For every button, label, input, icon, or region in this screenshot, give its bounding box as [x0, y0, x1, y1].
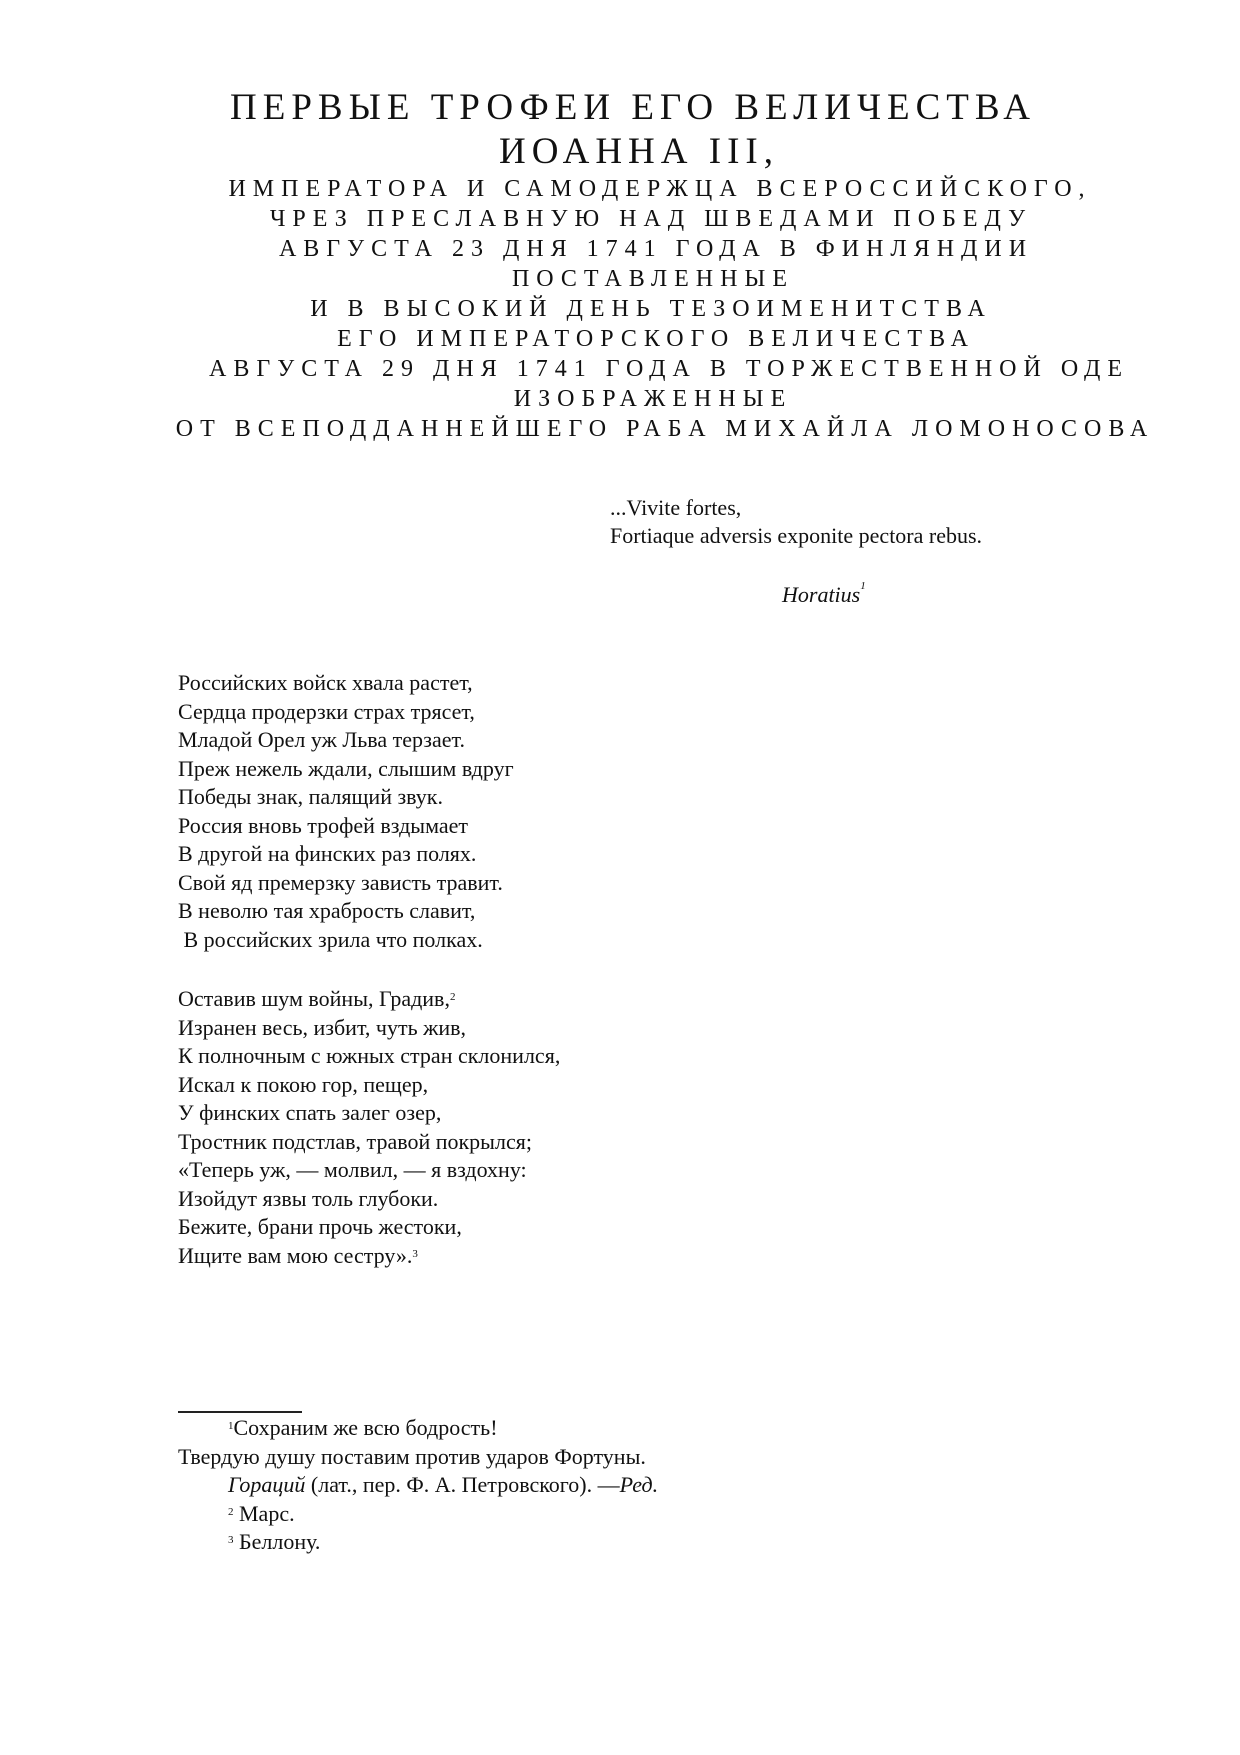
subtitle-line-4: ПОСТАВЛЕННЫЕ	[511, 266, 795, 292]
verse-line: Тростник подстлав, травой покрылся;	[178, 1128, 532, 1154]
footnote-3	[178, 1528, 658, 1557]
verse-line: Младой Орел уж Льва терзает.	[178, 727, 465, 752]
title-block	[0, 86, 1240, 444]
title-line-2: ИОАННА III,	[499, 131, 779, 172]
verse-line: Изранен весь, избит, чуть жив,	[178, 1014, 466, 1040]
verse-line: Россия вновь трофей вздымает	[178, 812, 468, 838]
subtitle-line-3: АВГУСТА 23 ДНЯ 1741 ГОДА В ФИНЛЯНДИИ	[278, 236, 1034, 262]
verse-line	[178, 985, 560, 1014]
footnote-3-mark: 3	[228, 1534, 234, 1546]
verse-text: Оставив шум войны, Градив,	[178, 986, 450, 1011]
footnote-ref-1[interactable]: 1	[860, 580, 866, 592]
verse-line: Искал к покою гор, пещер,	[178, 1071, 429, 1097]
verse-text: Ищите вам мою сестру».	[178, 1242, 413, 1268]
footnote-ref-2[interactable]: 2	[449, 991, 456, 1003]
footnote-2	[178, 1500, 658, 1529]
verse-line: В другой на финских раз полях.	[178, 841, 477, 866]
footnote-ref-3[interactable]: 3	[412, 1247, 418, 1260]
stanza-2	[178, 985, 560, 1270]
verse-line: В российских зрила что полках.	[178, 926, 483, 952]
subtitle-line-8: ИЗОБРАЖЕННЫЕ	[513, 386, 793, 412]
footnote-1-mark: 1	[228, 1420, 234, 1432]
verse-line: Изойдут язвы толь глубоки.	[178, 1185, 439, 1211]
verse-line: Сердца продерзки страх трясет,	[178, 698, 475, 724]
footnote-divider	[178, 1411, 302, 1413]
verse-line: В неволю тая храбрость славит,	[178, 898, 476, 923]
title-line-1: ПЕРВЫЕ ТРОФЕИ ЕГО ВЕЛИЧЕСТВА	[230, 87, 1036, 128]
footnote-1-line-2: Твердую душу поставим против ударов Фортуны.	[178, 1443, 646, 1469]
verse-line: Свой яд премерзку зависть травит.	[178, 869, 503, 895]
epigraph-author	[782, 582, 866, 608]
footnote-2-text: Марс.	[233, 1500, 295, 1526]
stanza-1	[178, 669, 514, 954]
epigraph	[610, 494, 982, 550]
verse-line: К полночным с южных стран склонился,	[178, 1043, 561, 1068]
verse-line: «Теперь уж, — молвил, — я вздохну:	[178, 1157, 527, 1182]
footnote-2-mark: 2	[228, 1505, 234, 1518]
verse-line: Бежите, брани прочь жестоки,	[178, 1214, 462, 1239]
verse-line: Преж нежель ждали, слышим вдруг	[178, 755, 514, 781]
verse-line: Российских войск хвала растет,	[178, 670, 473, 695]
epigraph-author-name: Horatius	[782, 582, 861, 607]
epigraph-line-2: Fortiaque adversis exponite pectora rebus.	[610, 523, 983, 548]
subtitle-line-2: ЧРЕЗ ПРЕСЛАВНУЮ НАД ШВЕДАМИ ПОБЕДУ	[269, 206, 1033, 232]
footnotes	[178, 1414, 658, 1557]
footnote-1-author: Гораций	[228, 1472, 306, 1497]
verse-line	[178, 1242, 560, 1271]
footnote-1-line-1	[178, 1414, 658, 1443]
subtitle-line-9: ОТ ВСЕПОДДАННЕЙШЕГО РАБА МИХАЙЛА ЛОМОНОСОВА	[175, 416, 1155, 442]
subtitle-line-5: И В ВЫСОКИЙ ДЕНЬ ТЕЗОИМЕНИТСТВА	[310, 296, 992, 322]
footnote-1-text: Сохраним же всю бодрость!	[233, 1415, 498, 1440]
epigraph-line-1: ...Vivite fortes,	[610, 495, 742, 520]
verse-line: У финских спать залег озер,	[178, 1100, 442, 1125]
footnote-1-source: (лат., пер. Ф. А. Петровского). —	[305, 1472, 620, 1497]
subtitle-line-7: АВГУСТА 29 ДНЯ 1741 ГОДА В ТОРЖЕСТВЕННОЙ ОДЕ	[208, 356, 1130, 382]
verse-line: Победы знак, палящий звук.	[178, 784, 443, 809]
footnote-1-editor: Ред.	[619, 1472, 659, 1497]
subtitle-line-1: ИМПЕРАТОРА И САМОДЕРЖЦА ВСЕРОССИЙСКОГО,	[228, 176, 1092, 202]
subtitle-line-6: ЕГО ИМПЕРАТОРСКОГО ВЕЛИЧЕСТВА	[337, 326, 975, 352]
footnote-1-attribution	[178, 1471, 658, 1500]
footnote-3-text: Беллону.	[233, 1529, 321, 1554]
